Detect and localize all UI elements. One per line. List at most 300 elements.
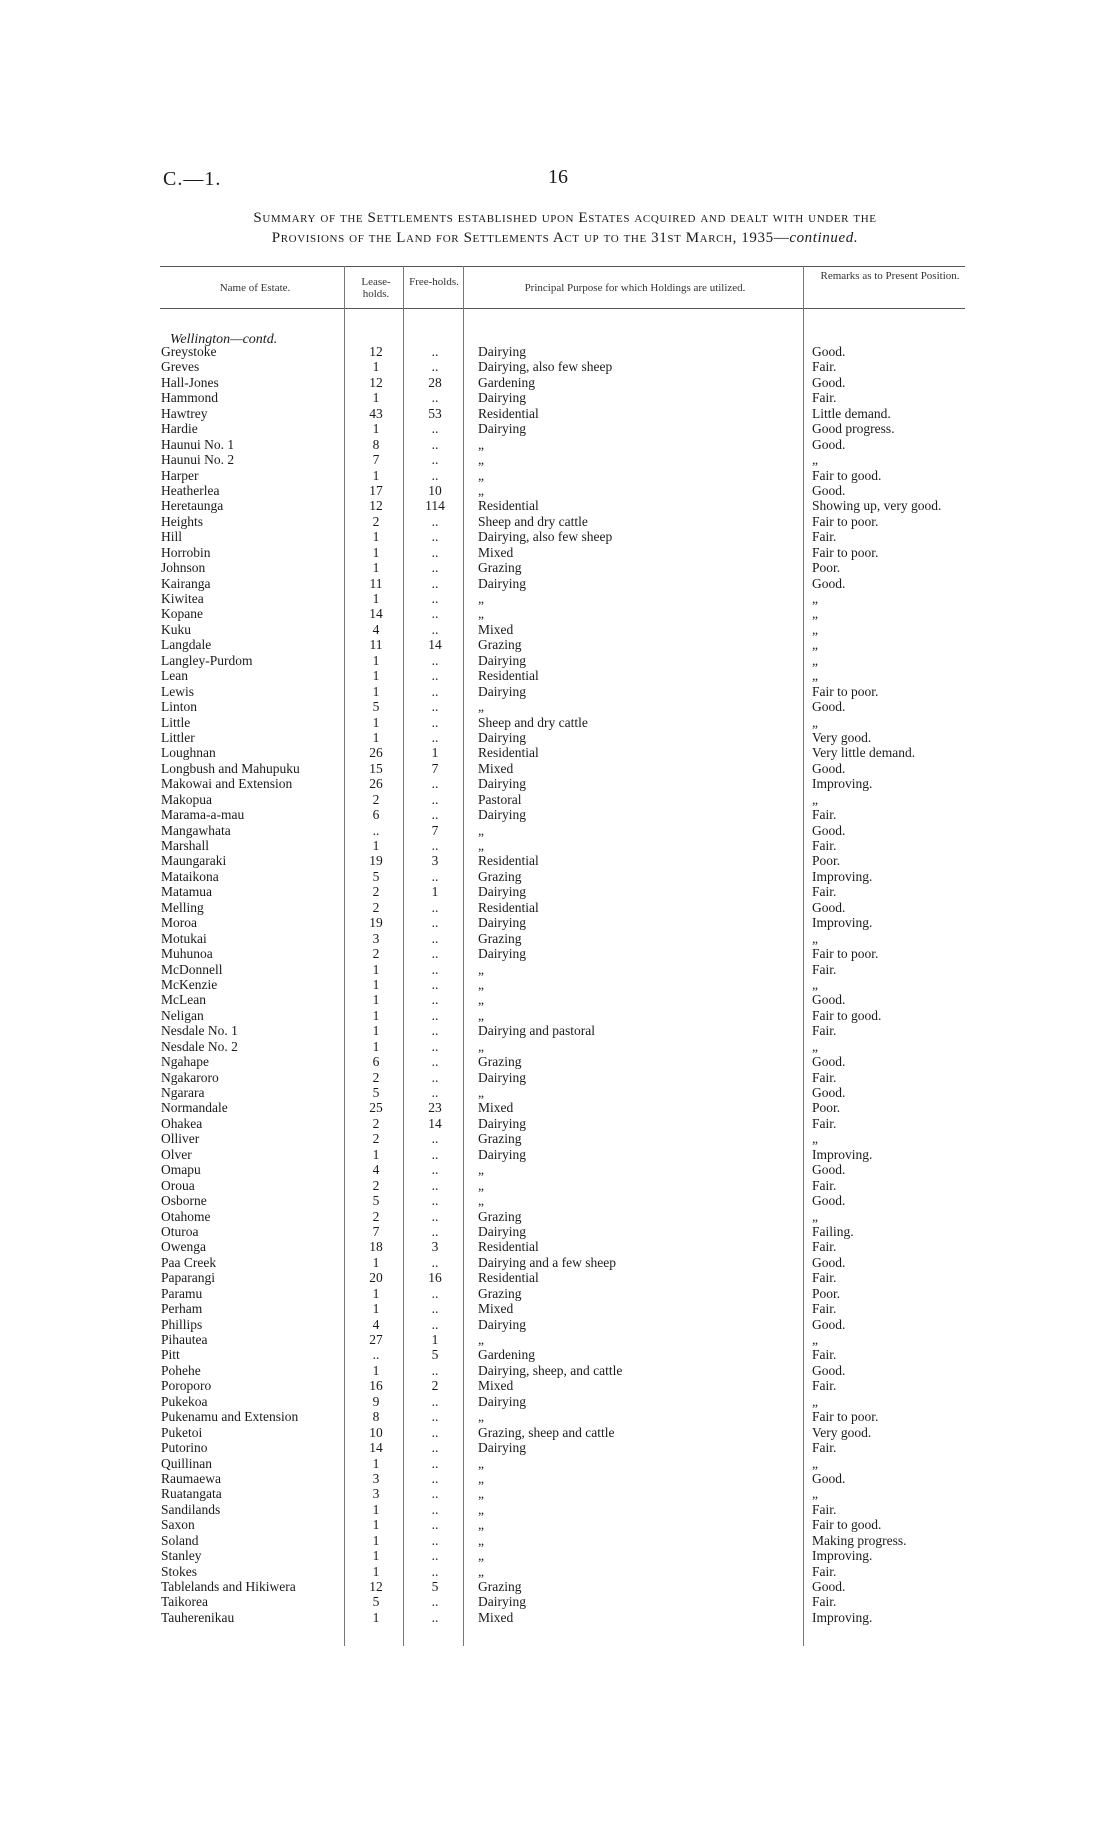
table-row bbox=[0, 1100, 1114, 1115]
table-row bbox=[0, 1023, 1114, 1038]
principal-purpose: „ bbox=[478, 1038, 484, 1054]
estate-name: Little bbox=[161, 714, 191, 730]
remarks: „ bbox=[812, 637, 818, 653]
freeholds-count: .. bbox=[431, 992, 439, 1008]
estate-name: Owenga bbox=[161, 1239, 206, 1255]
estate-name: Stokes bbox=[161, 1563, 198, 1579]
table-row bbox=[0, 1255, 1114, 1270]
principal-purpose: Grazing, sheep and cattle bbox=[478, 1424, 615, 1440]
table-row bbox=[0, 359, 1114, 374]
remarks: „ bbox=[812, 714, 818, 730]
table-row bbox=[0, 853, 1114, 868]
remarks: Good. bbox=[812, 482, 846, 498]
table-row bbox=[0, 653, 1114, 668]
leaseholds-count: 20 bbox=[369, 1270, 383, 1286]
freeholds-count: 3 bbox=[431, 853, 439, 869]
principal-purpose: Residential bbox=[478, 853, 539, 869]
estate-name: Heatherlea bbox=[161, 482, 220, 498]
leaseholds-count: 5 bbox=[372, 868, 380, 884]
estate-name: Mangawhata bbox=[161, 822, 231, 838]
table-row bbox=[0, 1178, 1114, 1193]
table-row bbox=[0, 1239, 1114, 1254]
remarks: Fair to good. bbox=[812, 1517, 882, 1533]
estate-name: Olliver bbox=[161, 1131, 200, 1147]
remarks: Good. bbox=[812, 1054, 846, 1070]
title-suffix: continued. bbox=[789, 230, 859, 246]
remarks: Very good. bbox=[812, 729, 872, 745]
table-row bbox=[0, 1517, 1114, 1532]
leaseholds-count: 1 bbox=[372, 544, 380, 560]
remarks: Fair. bbox=[812, 1347, 837, 1363]
estate-name: Johnson bbox=[161, 560, 206, 576]
table-row bbox=[0, 1301, 1114, 1316]
principal-purpose: Dairying bbox=[478, 652, 526, 668]
leaseholds-count: 43 bbox=[369, 405, 383, 421]
table-row bbox=[0, 977, 1114, 992]
leaseholds-count: 2 bbox=[372, 899, 380, 915]
principal-purpose: „ bbox=[478, 1455, 484, 1471]
leaseholds-count: 2 bbox=[372, 884, 380, 900]
estate-name: Maungaraki bbox=[161, 853, 227, 869]
principal-purpose: Dairying bbox=[478, 1146, 526, 1162]
leaseholds-count: 4 bbox=[372, 1316, 380, 1332]
remarks: Fair. bbox=[812, 807, 837, 823]
remarks: Very little demand. bbox=[812, 745, 916, 761]
leaseholds-count: 5 bbox=[372, 1193, 380, 1209]
table-row bbox=[0, 1131, 1114, 1146]
freeholds-count: 7 bbox=[431, 760, 439, 776]
principal-purpose: Residential bbox=[478, 745, 539, 761]
estate-name: McDonnell bbox=[161, 961, 223, 977]
leaseholds-count: 19 bbox=[369, 853, 383, 869]
table-row bbox=[0, 699, 1114, 714]
principal-purpose: Dairying bbox=[478, 1115, 526, 1131]
leaseholds-count: 5 bbox=[372, 1085, 380, 1100]
freeholds-count: .. bbox=[431, 1609, 439, 1625]
freeholds-count: .. bbox=[431, 668, 439, 684]
remarks: Good. bbox=[812, 1254, 846, 1270]
remarks: Poor. bbox=[812, 560, 841, 576]
estate-name: Makopua bbox=[161, 791, 212, 807]
leaseholds-count: 2 bbox=[372, 1208, 380, 1224]
column-header-name: Name of Estate. bbox=[219, 282, 291, 294]
leaseholds-count: 1 bbox=[372, 359, 380, 375]
principal-purpose: Dairying bbox=[478, 390, 526, 406]
freeholds-count: .. bbox=[431, 930, 439, 946]
principal-purpose: „ bbox=[478, 699, 484, 715]
estate-name: Quillinan bbox=[161, 1455, 212, 1471]
remarks: Fair. bbox=[812, 1301, 837, 1317]
table-row bbox=[0, 915, 1114, 930]
estate-name: Perham bbox=[161, 1301, 203, 1317]
leaseholds-count: 9 bbox=[372, 1393, 380, 1409]
leaseholds-count: 16 bbox=[369, 1378, 383, 1394]
table-row bbox=[0, 483, 1114, 498]
principal-purpose: Dairying bbox=[478, 915, 526, 931]
leaseholds-count: 17 bbox=[369, 482, 383, 498]
principal-purpose: „ bbox=[478, 452, 484, 468]
freeholds-count: .. bbox=[431, 1038, 439, 1054]
remarks: „ bbox=[812, 930, 818, 946]
table-row bbox=[0, 668, 1114, 683]
principal-purpose: Dairying and pastoral bbox=[478, 1023, 595, 1039]
principal-purpose: „ bbox=[478, 1470, 484, 1486]
principal-purpose: Grazing bbox=[478, 1054, 522, 1070]
leaseholds-count: 7 bbox=[372, 452, 380, 468]
table-row bbox=[0, 1116, 1114, 1131]
remarks: „ bbox=[812, 452, 818, 468]
freeholds-count: .. bbox=[431, 513, 439, 529]
principal-purpose: Pastoral bbox=[478, 791, 522, 807]
remarks: Good. bbox=[812, 760, 846, 776]
table-row bbox=[0, 1610, 1114, 1625]
freeholds-count: 10 bbox=[428, 482, 442, 498]
freeholds-count: .. bbox=[431, 652, 439, 668]
estate-name: Paparangi bbox=[161, 1270, 215, 1286]
leaseholds-count: 1 bbox=[372, 1023, 380, 1039]
freeholds-count: 1 bbox=[431, 884, 439, 900]
principal-purpose: Grazing bbox=[478, 1131, 522, 1147]
estate-name: Saxon bbox=[161, 1517, 195, 1533]
estate-name: Poroporo bbox=[161, 1378, 212, 1394]
remarks: Fair. bbox=[812, 1594, 837, 1610]
remarks: Fair to good. bbox=[812, 467, 882, 483]
leaseholds-count: 6 bbox=[372, 807, 380, 823]
remarks: Good. bbox=[812, 344, 846, 359]
remarks: Fair to poor. bbox=[812, 544, 879, 560]
leaseholds-count: 12 bbox=[369, 374, 383, 390]
remarks: „ bbox=[812, 1455, 818, 1471]
estate-name: Hardie bbox=[161, 421, 198, 437]
principal-purpose: Dairying bbox=[478, 1069, 526, 1085]
principal-purpose: Dairying bbox=[478, 946, 526, 962]
table-row bbox=[0, 1085, 1114, 1100]
freeholds-count: .. bbox=[431, 915, 439, 931]
principal-purpose: Residential bbox=[478, 1270, 539, 1286]
principal-purpose: Dairying bbox=[478, 1594, 526, 1610]
principal-purpose: Mixed bbox=[478, 544, 514, 560]
table-row bbox=[0, 1070, 1114, 1085]
freeholds-count: 7 bbox=[431, 822, 439, 838]
remarks: Fair to good. bbox=[812, 1007, 882, 1023]
table-row bbox=[0, 684, 1114, 699]
freeholds-count: .. bbox=[431, 1131, 439, 1147]
table-row bbox=[0, 468, 1114, 483]
leaseholds-count: 1 bbox=[372, 1609, 380, 1625]
estate-name: Kairanga bbox=[161, 575, 211, 591]
leaseholds-count: 14 bbox=[369, 1440, 383, 1456]
principal-purpose: Residential bbox=[478, 899, 539, 915]
principal-purpose: Residential bbox=[478, 1239, 539, 1255]
leaseholds-count: 11 bbox=[369, 575, 383, 591]
principal-purpose: Dairying bbox=[478, 1393, 526, 1409]
estate-name: Heights bbox=[161, 513, 203, 529]
remarks: Good. bbox=[812, 575, 846, 591]
freeholds-count: .. bbox=[431, 390, 439, 406]
remarks: Poor. bbox=[812, 1285, 841, 1301]
estate-name: Kopane bbox=[161, 606, 203, 622]
column-header-freeholds: Free-holds. bbox=[409, 276, 459, 288]
estate-name: Langley-Purdom bbox=[161, 652, 253, 668]
principal-purpose: Mixed bbox=[478, 1609, 514, 1625]
table-row bbox=[0, 1440, 1114, 1455]
table-row bbox=[0, 838, 1114, 853]
principal-purpose: Dairying bbox=[478, 807, 526, 823]
estate-name: Phillips bbox=[161, 1316, 203, 1332]
table-row bbox=[0, 545, 1114, 560]
freeholds-count: .. bbox=[431, 1054, 439, 1070]
remarks: Improving. bbox=[812, 1146, 873, 1162]
remarks: Improving. bbox=[812, 868, 873, 884]
freeholds-count: .. bbox=[431, 807, 439, 823]
freeholds-count: 28 bbox=[428, 374, 442, 390]
estate-name: Kiwitea bbox=[161, 591, 204, 606]
table-row bbox=[0, 576, 1114, 591]
principal-purpose: Grazing bbox=[478, 868, 522, 884]
principal-purpose: „ bbox=[478, 436, 484, 452]
estate-name: Pitt bbox=[161, 1347, 180, 1363]
freeholds-count: .. bbox=[431, 1517, 439, 1533]
leaseholds-count: 1 bbox=[372, 1254, 380, 1270]
leaseholds-count: 10 bbox=[369, 1424, 383, 1440]
table-row bbox=[0, 962, 1114, 977]
remarks: Fair. bbox=[812, 1501, 837, 1517]
remarks: Good. bbox=[812, 822, 846, 838]
leaseholds-count: 6 bbox=[372, 1054, 380, 1070]
leaseholds-count: 1 bbox=[372, 1517, 380, 1533]
principal-purpose: Grazing bbox=[478, 1285, 522, 1301]
principal-purpose: „ bbox=[478, 838, 484, 853]
leaseholds-count: 1 bbox=[372, 390, 380, 406]
principal-purpose: Grazing bbox=[478, 1208, 522, 1224]
table-row bbox=[0, 992, 1114, 1007]
table-row bbox=[0, 1147, 1114, 1162]
table-row bbox=[0, 1394, 1114, 1409]
table-row bbox=[0, 1317, 1114, 1332]
principal-purpose: „ bbox=[478, 1332, 484, 1347]
estate-name: Haunui No. 2 bbox=[161, 452, 235, 468]
principal-purpose: „ bbox=[478, 1501, 484, 1517]
table-row bbox=[0, 931, 1114, 946]
leaseholds-count: 1 bbox=[372, 1532, 380, 1548]
estate-name: Tauherenikau bbox=[161, 1609, 235, 1625]
principal-purpose: Residential bbox=[478, 405, 539, 421]
remarks: „ bbox=[812, 1486, 818, 1502]
freeholds-count: .. bbox=[431, 467, 439, 483]
principal-purpose: „ bbox=[478, 606, 484, 622]
estate-name: Heretaunga bbox=[161, 498, 224, 514]
principal-purpose: Residential bbox=[478, 498, 539, 514]
principal-purpose: Mixed bbox=[478, 1301, 514, 1317]
leaseholds-count: 15 bbox=[369, 760, 383, 776]
principal-purpose: Dairying bbox=[478, 776, 526, 792]
estate-name: Moroa bbox=[161, 915, 197, 931]
freeholds-count: .. bbox=[431, 714, 439, 730]
table-row bbox=[0, 637, 1114, 652]
table-row bbox=[0, 437, 1114, 452]
principal-purpose: „ bbox=[478, 467, 484, 483]
freeholds-count: .. bbox=[431, 359, 439, 375]
estate-name: Makowai and Extension bbox=[161, 776, 293, 792]
header-top-rule bbox=[160, 266, 965, 267]
table-row bbox=[0, 1471, 1114, 1486]
principal-purpose: „ bbox=[478, 1409, 484, 1425]
freeholds-count: .. bbox=[431, 1223, 439, 1239]
leaseholds-count: 1 bbox=[372, 1285, 380, 1301]
estate-name: Hall-Jones bbox=[161, 374, 219, 390]
section-label: Wellington—contd. bbox=[170, 332, 278, 347]
leaseholds-count: 1 bbox=[372, 1038, 380, 1054]
remarks: Good. bbox=[812, 1362, 846, 1378]
leaseholds-count: 27 bbox=[369, 1332, 383, 1347]
remarks: „ bbox=[812, 652, 818, 668]
remarks: Fair to poor. bbox=[812, 513, 879, 529]
estate-name: Raumaewa bbox=[161, 1470, 221, 1486]
freeholds-count: 14 bbox=[428, 637, 442, 653]
table-row bbox=[0, 823, 1114, 838]
freeholds-count: .. bbox=[431, 1440, 439, 1456]
leaseholds-count: 1 bbox=[372, 683, 380, 699]
freeholds-count: .. bbox=[431, 961, 439, 977]
table-row bbox=[0, 1425, 1114, 1440]
leaseholds-count: 1 bbox=[372, 1301, 380, 1317]
table-row bbox=[0, 452, 1114, 467]
column-header-leaseholds: Lease-holds. bbox=[361, 276, 391, 300]
principal-purpose: Gardening bbox=[478, 374, 535, 390]
estate-name: Nesdale No. 2 bbox=[161, 1038, 238, 1054]
estate-name: Hawtrey bbox=[161, 405, 208, 421]
table-row bbox=[0, 406, 1114, 421]
estate-name: Olver bbox=[161, 1146, 192, 1162]
remarks: Fair. bbox=[812, 838, 837, 853]
freeholds-count: .. bbox=[431, 544, 439, 560]
remarks: Fair. bbox=[812, 1069, 837, 1085]
remarks: „ bbox=[812, 591, 818, 606]
principal-purpose: Dairying, sheep, and cattle bbox=[478, 1362, 623, 1378]
freeholds-count: .. bbox=[431, 1316, 439, 1332]
principal-purpose: „ bbox=[478, 992, 484, 1008]
freeholds-count: .. bbox=[431, 1501, 439, 1517]
table-row bbox=[0, 375, 1114, 390]
remarks: Good. bbox=[812, 1316, 846, 1332]
estate-name: Harper bbox=[161, 467, 199, 483]
freeholds-count: .. bbox=[431, 838, 439, 853]
leaseholds-count: 1 bbox=[372, 668, 380, 684]
freeholds-count: .. bbox=[431, 344, 439, 359]
leaseholds-count: 2 bbox=[372, 946, 380, 962]
principal-purpose: Grazing bbox=[478, 560, 522, 576]
table-row bbox=[0, 946, 1114, 961]
remarks: Fair. bbox=[812, 1378, 837, 1394]
estate-table-body bbox=[0, 344, 1114, 1625]
title-line-2 bbox=[150, 228, 980, 248]
table-row bbox=[0, 1486, 1114, 1501]
freeholds-count: .. bbox=[431, 791, 439, 807]
table-row bbox=[0, 1039, 1114, 1054]
table-row bbox=[0, 1378, 1114, 1393]
remarks: Fair. bbox=[812, 529, 837, 545]
leaseholds-count: 5 bbox=[372, 699, 380, 715]
freeholds-count: .. bbox=[431, 606, 439, 622]
leaseholds-count: 8 bbox=[372, 436, 380, 452]
table-row bbox=[0, 715, 1114, 730]
estate-name: Paa Creek bbox=[161, 1254, 217, 1270]
table-row bbox=[0, 1008, 1114, 1023]
estate-name: Littler bbox=[161, 729, 195, 745]
leaseholds-count: 1 bbox=[372, 591, 380, 606]
freeholds-count: .. bbox=[431, 560, 439, 576]
leaseholds-count: 1 bbox=[372, 1501, 380, 1517]
principal-purpose: „ bbox=[478, 1532, 484, 1548]
leaseholds-count: 2 bbox=[372, 791, 380, 807]
table-row bbox=[0, 869, 1114, 884]
remarks: Showing up, very good. bbox=[812, 498, 942, 514]
principal-purpose: Residential bbox=[478, 668, 539, 684]
header-bottom-rule bbox=[160, 308, 965, 309]
freeholds-count: .. bbox=[431, 1393, 439, 1409]
freeholds-count: .. bbox=[431, 421, 439, 437]
remarks: Failing. bbox=[812, 1223, 854, 1239]
freeholds-count: 3 bbox=[431, 1239, 439, 1255]
estate-name: Ngahape bbox=[161, 1054, 209, 1070]
estate-name: Taikorea bbox=[161, 1594, 209, 1610]
freeholds-count: .. bbox=[431, 529, 439, 545]
remarks: Very good. bbox=[812, 1424, 872, 1440]
remarks: „ bbox=[812, 606, 818, 622]
principal-purpose: „ bbox=[478, 822, 484, 838]
freeholds-count: .. bbox=[431, 899, 439, 915]
freeholds-count: .. bbox=[431, 1424, 439, 1440]
table-title bbox=[150, 208, 980, 248]
estate-name: McLean bbox=[161, 992, 206, 1008]
table-row bbox=[0, 606, 1114, 621]
principal-purpose: Dairying bbox=[478, 421, 526, 437]
table-row bbox=[0, 1332, 1114, 1347]
principal-purpose: Dairying bbox=[478, 1223, 526, 1239]
remarks: Good. bbox=[812, 374, 846, 390]
remarks: Good. bbox=[812, 992, 846, 1008]
table-row bbox=[0, 1579, 1114, 1594]
remarks: Good. bbox=[812, 1470, 846, 1486]
table-row bbox=[0, 1193, 1114, 1208]
freeholds-count: 5 bbox=[431, 1347, 439, 1363]
freeholds-count: .. bbox=[431, 1301, 439, 1317]
table-row bbox=[0, 1409, 1114, 1424]
estate-name: Soland bbox=[161, 1532, 199, 1548]
estate-name: Oturoa bbox=[161, 1223, 199, 1239]
title-line-1: Summary of the Settlements established upon Estates acquired and dealt with under the bbox=[253, 210, 877, 226]
leaseholds-count: .. bbox=[372, 822, 380, 838]
table-row bbox=[0, 884, 1114, 899]
remarks: Good. bbox=[812, 899, 846, 915]
column-header-remarks: Remarks as to Present Position. bbox=[820, 270, 960, 282]
leaseholds-count: 19 bbox=[369, 915, 383, 931]
leaseholds-count: 1 bbox=[372, 529, 380, 545]
estate-name: Hammond bbox=[161, 390, 218, 406]
freeholds-count: .. bbox=[431, 1023, 439, 1039]
leaseholds-count: 2 bbox=[372, 513, 380, 529]
freeholds-count: .. bbox=[431, 1409, 439, 1425]
freeholds-count: 14 bbox=[428, 1115, 442, 1131]
estate-name: Lewis bbox=[161, 683, 194, 699]
leaseholds-count: 1 bbox=[372, 467, 380, 483]
table-row bbox=[0, 529, 1114, 544]
principal-purpose: „ bbox=[478, 1517, 484, 1533]
table-row bbox=[0, 730, 1114, 745]
remarks: Fair. bbox=[812, 359, 837, 375]
principal-purpose: Gardening bbox=[478, 1347, 535, 1363]
leaseholds-count: 1 bbox=[372, 1362, 380, 1378]
